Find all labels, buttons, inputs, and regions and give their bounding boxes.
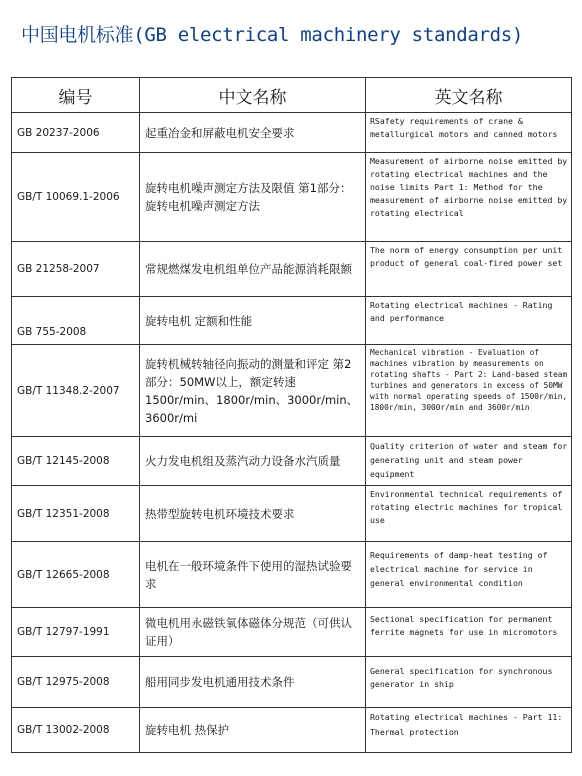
table-row	[12, 437, 572, 486]
standard-cn-name: 起重冶金和屏蔽电机安全要求	[140, 113, 366, 153]
standard-code: GB 21258-2007	[12, 242, 140, 297]
standard-code: GB 20237-2006	[12, 113, 140, 153]
standard-code: GB/T 12797-1991	[12, 608, 140, 657]
table-row	[12, 113, 572, 153]
table-row	[12, 486, 572, 542]
standard-en-name: General specification for synchronous generator in ship	[366, 657, 572, 708]
table-row	[12, 297, 572, 345]
standard-cn-name: 旋转电机 热保护	[140, 708, 366, 753]
standard-en-name: Environmental technical requirements of rotating electric machines for tropical use	[366, 486, 572, 542]
standard-code: GB/T 12975-2008	[12, 657, 140, 708]
standard-en-name: The norm of energy consumption per unit product of general coal-fired power set	[366, 242, 572, 297]
standard-cn-name: 微电机用永磁铁氧体磁体分规范（可供认证用）	[140, 608, 366, 657]
standard-code: GB/T 12145-2008	[12, 437, 140, 486]
header-cn-name: 中文名称	[140, 78, 366, 113]
standard-cn-name: 旋转机械转轴径向振动的测量和评定 第2部分：50MW以上，额定转速1500r/min、1800r/min、3000r/min、3600r/mi	[140, 345, 366, 437]
table-row	[12, 708, 572, 753]
standard-cn-name: 电机在一般环境条件下使用的湿热试验要求	[140, 542, 366, 608]
standard-en-name: Quality criterion of water and steam for generating unit and steam power equipment	[366, 437, 572, 486]
standard-cn-name: 火力发电机组及蒸汽动力设备水汽质量	[140, 437, 366, 486]
standard-en-name: Rotating electrical machines - Rating and performance	[366, 297, 572, 345]
standard-cn-name: 常规燃煤发电机组单位产品能源消耗限额	[140, 242, 366, 297]
standard-en-name: Mechanical vibration - Evaluation of machines vibration by measurements on rotating shafts - Part 2: Land-based steam turbines and generators in excess of 50MW with normal operating speeds of 1500r/min, 1800r/min, 3000r/min and 3600r/min	[366, 345, 572, 437]
standard-cn-name: 旋转电机 定额和性能	[140, 297, 366, 345]
page-title: 中国电机标准(GB electrical machinery standards)	[21, 24, 524, 46]
standard-en-name: Requirements of damp-heat testing of electrical machine for service in general environmental condition	[366, 542, 572, 608]
standards-table	[11, 77, 572, 753]
header-en-name: 英文名称	[366, 78, 572, 113]
standard-code: GB/T 12351-2008	[12, 486, 140, 542]
table-row	[12, 657, 572, 708]
table-row	[12, 242, 572, 297]
table-row	[12, 542, 572, 608]
standard-cn-name: 船用同步发电机通用技术条件	[140, 657, 366, 708]
standard-code: GB/T 13002-2008	[12, 708, 140, 753]
standard-en-name: Sectional specification for permanent ferrite magnets for use in micromotors	[366, 608, 572, 657]
standard-cn-name: 热带型旋转电机环境技术要求	[140, 486, 366, 542]
header-code: 编号	[12, 78, 140, 113]
standard-code: GB/T 11348.2-2007	[12, 345, 140, 437]
standard-code: GB/T 12665-2008	[12, 542, 140, 608]
standard-code: GB/T 10069.1-2006	[12, 153, 140, 242]
table-row	[12, 345, 572, 437]
table-header-row	[12, 78, 572, 113]
standard-code: GB 755-2008	[12, 297, 140, 345]
standard-cn-name: 旋转电机噪声测定方法及限值 第1部分：旋转电机噪声测定方法	[140, 153, 366, 242]
standard-en-name: RSafety requirements of crane & metallurgical motors and canned motors	[366, 113, 572, 153]
table-row	[12, 608, 572, 657]
standard-en-name: Measurement of airborne noise emitted by rotating electrical machines and the noise limits Part 1: Method for the measurement of airborne noise emitted by rotating electrical	[366, 153, 572, 242]
table-row	[12, 153, 572, 242]
standard-en-name: Rotating electrical machines - Part 11: Thermal protection	[366, 708, 572, 753]
